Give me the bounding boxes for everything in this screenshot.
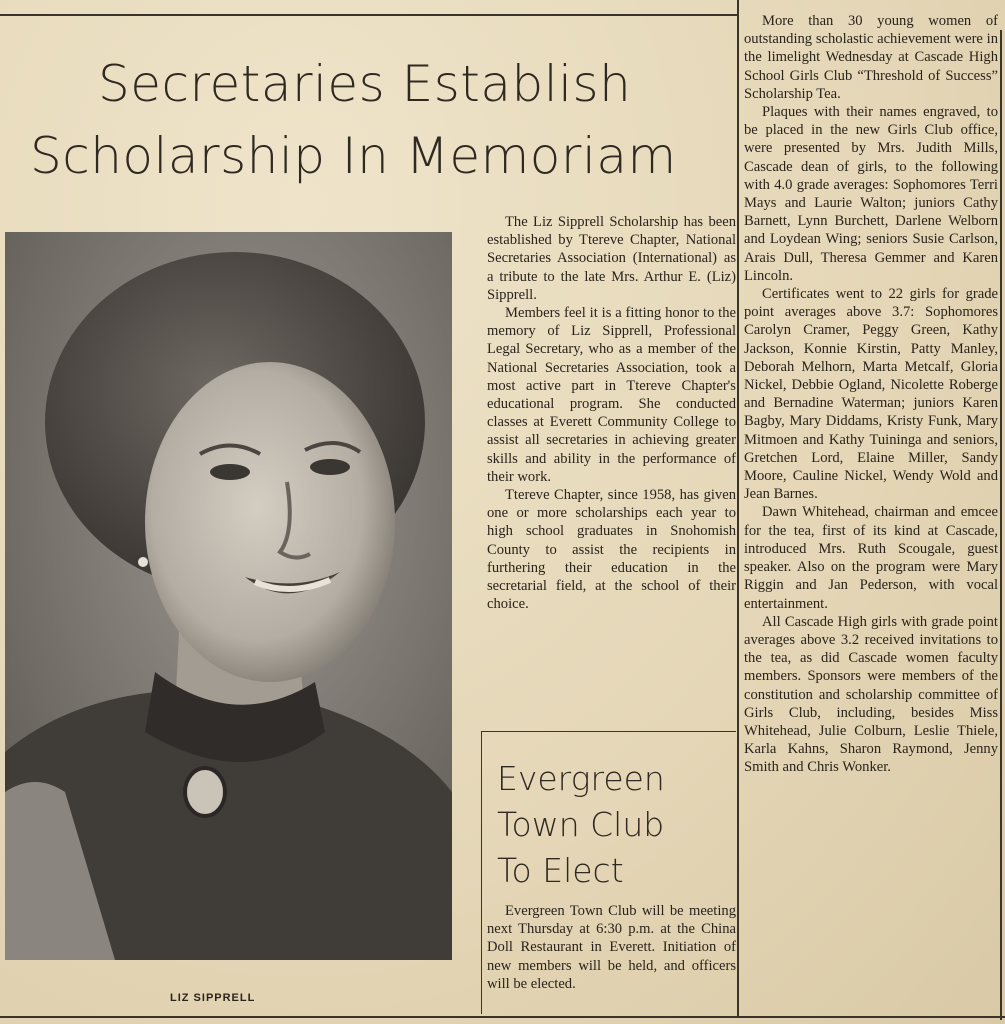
sub-headline-line-2: Town Club <box>497 805 665 844</box>
top-rule <box>0 14 738 16</box>
portrait-illustration <box>5 232 452 960</box>
column-divider <box>737 0 739 1018</box>
sub-paragraph: Evergreen Town Club will be meeting next Thursday at 6:30 p.m. at the China Doll Restaurant in Everett. Initiation of new members will be held, and officers will be elected. <box>487 903 736 992</box>
sub-article-body <box>487 902 736 993</box>
headline-line-1: Secretaries Establish <box>98 55 632 113</box>
main-article <box>487 213 736 613</box>
right-border <box>1000 30 1002 1020</box>
photo-caption: LIZ SIPPRELL <box>170 992 256 1004</box>
sub-headline-line-1: Evergreen <box>497 759 665 798</box>
portrait-photo-icon <box>5 232 452 960</box>
right-article <box>744 12 998 777</box>
right-paragraph: More than 30 young women of outstanding scholastic achievement were in the limelight Wednesday at Cascade High School Girls Club “Threshold of Success” Scholarship Tea. <box>744 13 998 102</box>
right-paragraph: Plaques with their names engraved, to be placed in the new Girls Club office, were presented by Mrs. Judith Mills, Cascade dean of girls, to the following with 4.0 grade averages: Sophomores Terri Mays and Laurie Walton; juniors Cathy Barnett, Lynn Burchett, Darlene Welborn and Loydean Wing; seniors Susie Carlson, Arais Dull, Theresa Gemmer and Karen Lincoln. <box>744 104 998 284</box>
sub-article-headline <box>497 756 727 894</box>
sub-headline-line-3: To Elect <box>497 851 624 890</box>
main-headline <box>30 48 730 192</box>
right-paragraph: Certificates went to 22 girls for grade point averages above 3.7: Sophomores Carolyn Cramer, Peggy Green, Kathy Jackson, Konnie Kirstin, Patty Manley, Deborah Melhorn, Marta Metcalf, Gloria Nickel, Debbie Ogland, Nicolette Roberge and Bernadine Waterman; juniors Karen Bagby, Mary Diddams, Kristy Funk, Mary Mitmoen and Kathy Tuininga and seniors, Gretchen Lord, Elaine Miller, Sandy Moore, Cauline Nickel, Wendy Wold and Jean Barnes. <box>744 286 998 503</box>
main-paragraph: Ttereve Chapter, since 1958, has given one or more scholarships each year to high school graduates in Snohomish County to assist the recipients in furthering their education in the secretarial field, at the school of their choice. <box>487 487 736 613</box>
main-paragraph: Members feel it is a fitting honor to the memory of Liz Sipprell, Professional Legal Secretary, who as a member of the National Secretaries Association, took a most active part in Ttereve Chapter's educational program. She conducted classes at Everett Community College to assist all secretaries in achieving greater skills and ability in the performance of their work. <box>487 305 736 485</box>
main-paragraph: The Liz Sipprell Scholarship has been established by Ttereve Chapter, National Secretaries Association (International) as a tribute to the late Mrs. Arthur E. (Liz) Sipprell. <box>487 214 736 303</box>
right-paragraph: All Cascade High girls with grade point averages above 3.2 received invitations to the tea, as did Cascade women faculty members. Sponsors were members of the constitution and scholarship committee of Girls Club, including, besides Miss Whitehead, Julie Colburn, Leslie Thiele, Karla Kahns, Sharon Raymond, Jenny Smith and Chris Wonker. <box>744 613 998 776</box>
bottom-rule <box>0 1016 1005 1018</box>
right-paragraph: Dawn Whitehead, chairman and emcee for the tea, first of its kind at Cascade, introduced Mrs. Ruth Scougale, guest speaker. Also on the program were Mary Riggin and Jan Pederson, with vocal entertainment. <box>744 504 998 612</box>
headline-line-2: Scholarship In Memoriam <box>30 127 677 185</box>
